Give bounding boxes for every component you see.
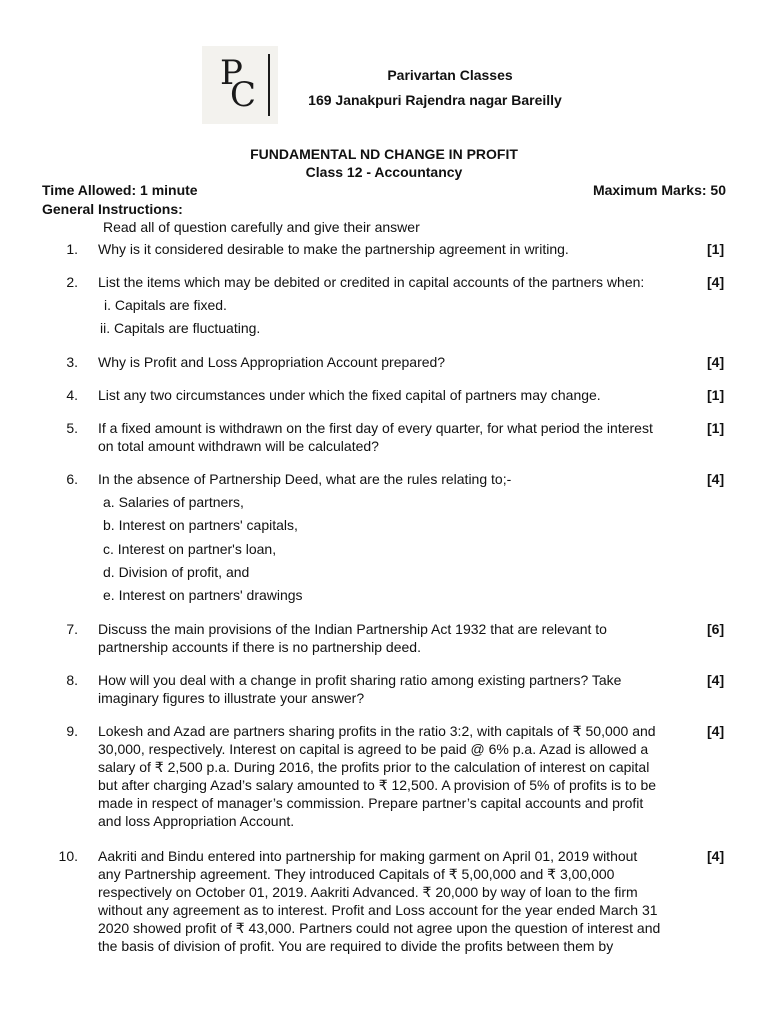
sub-item: b. Interest on partners' capitals, bbox=[103, 517, 298, 533]
question-line: Why is Profit and Loss Appropriation Account prepared? bbox=[98, 354, 446, 370]
question-text bbox=[98, 847, 698, 955]
question-text bbox=[98, 722, 698, 830]
question-marks: [1] bbox=[707, 387, 725, 403]
maximum-marks: Maximum Marks: 50 bbox=[592, 182, 726, 198]
question-marks: [4] bbox=[707, 471, 725, 487]
time-allowed: Time Allowed: 1 minute bbox=[42, 182, 198, 198]
question-line: Discuss the main provisions of the Indian Partnership Act 1932 that are relevant to bbox=[98, 621, 607, 637]
question-line: but after charging Azad’s salary amounted to ₹ 12,500. A provision of 5% of profits is to be bbox=[98, 777, 657, 793]
question-line: How will you deal with a change in profit sharing ratio among existing partners? Take bbox=[98, 672, 622, 688]
question-line: made in respect of manager’s commission. Prepare partner’s capital accounts and profit bbox=[98, 795, 644, 811]
question-line: on total amount withdrawn will be calculated? bbox=[98, 438, 379, 454]
question-line: List the items which may be debited or credited in capital accounts of the partners when: bbox=[98, 274, 645, 290]
question-line: partnership accounts if there is no partnership deed. bbox=[98, 639, 421, 655]
question-number: 7. bbox=[66, 621, 78, 637]
question-number: 3. bbox=[66, 354, 78, 370]
question-number: 2. bbox=[66, 274, 78, 290]
question-text bbox=[98, 671, 698, 707]
question-line: salary of ₹ 2,500 p.a. During 2016, the profits prior to the calculation of interest on capital bbox=[98, 759, 650, 775]
logo-letter-p: P bbox=[220, 53, 243, 93]
question-line: respectively on October 01, 2019. Aakriti Advanced. ₹ 20,000 by way of loan to the firm bbox=[98, 884, 638, 900]
question-number: 10. bbox=[58, 848, 78, 864]
question-number: 5. bbox=[66, 420, 78, 436]
question-marks: [4] bbox=[707, 672, 725, 688]
question-line: imaginary figures to illustrate your answer? bbox=[98, 690, 365, 706]
logo-monogram bbox=[216, 52, 264, 118]
question-line: Lokesh and Azad are partners sharing profits in the ratio 3:2, with capitals of ₹ 50,000 and bbox=[98, 723, 656, 739]
exam-class: Class 12 - Accountancy bbox=[305, 164, 463, 180]
question-line: without any agreement as to interest. Profit and Loss account for the year ended March 31 bbox=[98, 902, 658, 918]
logo-divider bbox=[268, 54, 270, 116]
logo-letter-c: C bbox=[230, 75, 257, 115]
question-line: Aakriti and Bindu entered into partnership for making garment on April 01, 2019 without bbox=[98, 848, 638, 864]
question-line: List any two circumstances under which the fixed capital of partners may change. bbox=[98, 387, 601, 403]
question-text bbox=[98, 620, 698, 656]
sub-item: e. Interest on partners' drawings bbox=[103, 587, 303, 603]
question-text bbox=[98, 240, 698, 258]
sub-item: a. Salaries of partners, bbox=[103, 494, 244, 510]
question-marks: [6] bbox=[707, 621, 725, 637]
question-line: 2020 showed profit of ₹ 43,000. Partners could not agree upon the question of interest and bbox=[98, 920, 661, 936]
question-line: If a fixed amount is withdrawn on the first day of every quarter, for what period the interest bbox=[98, 420, 653, 436]
sub-item: ii. Capitals are fluctuating. bbox=[100, 320, 261, 336]
question-line: and loss Appropriation Account. bbox=[98, 813, 295, 829]
question-number: 8. bbox=[66, 672, 78, 688]
question-marks: [4] bbox=[707, 274, 725, 290]
sub-item: i. Capitals are fixed. bbox=[104, 297, 227, 313]
question-text bbox=[98, 419, 698, 455]
question-line: any Partnership agreement. They introduced Capitals of ₹ 5,00,000 and ₹ 3,00,000 bbox=[98, 866, 615, 882]
sub-item: c. Interest on partner's loan, bbox=[103, 541, 277, 557]
question-number: 1. bbox=[66, 241, 78, 257]
institute-logo bbox=[202, 46, 278, 124]
question-marks: [4] bbox=[707, 723, 725, 739]
question-line: the basis of division of profit. You are required to divide the profits between them by bbox=[98, 938, 614, 954]
question-marks: [1] bbox=[707, 241, 725, 257]
question-number: 4. bbox=[66, 387, 78, 403]
question-text bbox=[98, 386, 698, 404]
instructions-heading: General Instructions: bbox=[42, 201, 183, 217]
institute-address: 169 Janakpuri Rajendra nagar Bareilly bbox=[308, 92, 562, 108]
question-line: Why is it considered desirable to make the partnership agreement in writing. bbox=[98, 241, 569, 257]
question-line: 30,000, respectively. Interest on capital is agreed to be paid @ 6% p.a. Azad is allowed a bbox=[98, 741, 649, 757]
question-marks: [4] bbox=[707, 848, 725, 864]
question-marks: [4] bbox=[707, 354, 725, 370]
question-number: 9. bbox=[66, 723, 78, 739]
question-number: 6. bbox=[66, 471, 78, 487]
exam-title: FUNDAMENTAL ND CHANGE IN PROFIT bbox=[250, 146, 518, 162]
question-line: In the absence of Partnership Deed, what are the rules relating to;- bbox=[98, 471, 512, 487]
sub-item: d. Division of profit, and bbox=[103, 564, 250, 580]
question-text bbox=[98, 470, 698, 488]
question-text bbox=[98, 273, 698, 291]
question-marks: [1] bbox=[707, 420, 725, 436]
question-text bbox=[98, 353, 698, 371]
instructions-text: Read all of question carefully and give their answer bbox=[103, 219, 420, 235]
institute-name: Parivartan Classes bbox=[387, 67, 513, 83]
